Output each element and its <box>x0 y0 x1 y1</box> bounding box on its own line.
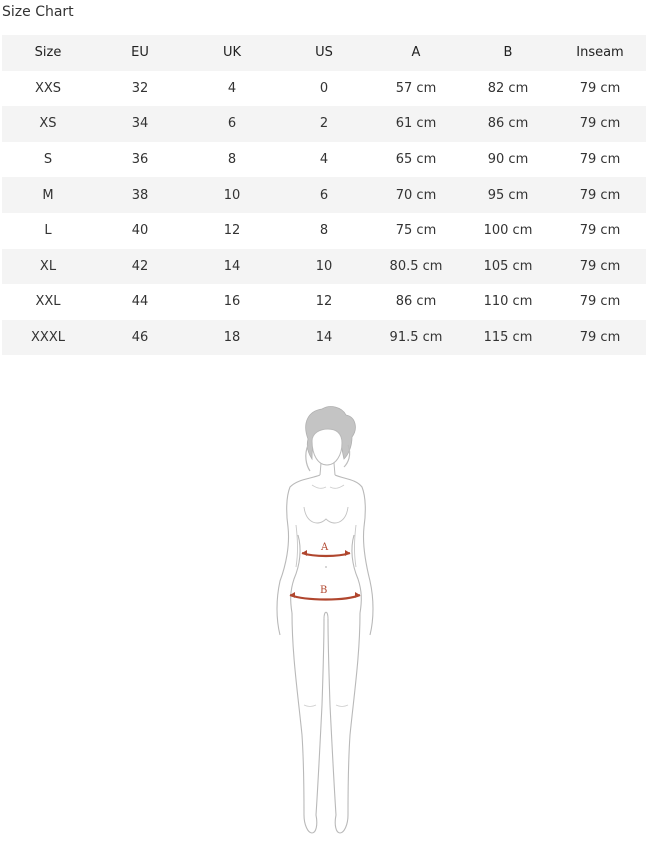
collarbone-lines <box>312 485 344 488</box>
cell-uk: 12 <box>223 223 241 239</box>
cell-eu: 40 <box>131 223 149 239</box>
cell-us: 10 <box>315 258 333 274</box>
cell-uk: 18 <box>223 330 241 346</box>
header-inseam: Inseam <box>576 45 624 61</box>
table-row <box>2 106 646 142</box>
cell-b: 95 cm <box>487 187 529 203</box>
cell-b: 115 cm <box>483 330 533 346</box>
cell-a: 75 cm <box>395 223 437 239</box>
table-row <box>2 71 646 107</box>
bust-lines <box>304 507 348 523</box>
cell-uk: 16 <box>223 294 241 310</box>
table-body <box>2 71 646 356</box>
cell-inseam: 79 cm <box>579 330 621 346</box>
measure-line-a <box>302 553 350 556</box>
cell-size: XL <box>39 258 57 274</box>
cell-us: 4 <box>319 152 329 168</box>
header-size: Size <box>34 45 62 61</box>
cell-eu: 34 <box>131 116 149 132</box>
cell-inseam: 79 cm <box>579 116 621 132</box>
cell-eu: 38 <box>131 187 149 203</box>
table-row <box>2 213 646 249</box>
header-uk: UK <box>222 45 242 61</box>
cell-inseam: 79 cm <box>579 187 621 203</box>
header-eu: EU <box>131 45 149 61</box>
cell-uk: 10 <box>223 187 241 203</box>
cell-inseam: 79 cm <box>579 223 621 239</box>
table-header-row <box>2 35 646 71</box>
cell-size: S <box>43 152 53 168</box>
cell-b: 105 cm <box>483 258 533 274</box>
measure-arrow-a-left <box>302 550 307 556</box>
page-title: Size Chart <box>2 4 74 20</box>
cell-uk: 6 <box>227 116 237 132</box>
cell-us: 12 <box>315 294 333 310</box>
cell-inseam: 79 cm <box>579 152 621 168</box>
inner-leg-line <box>324 612 328 619</box>
cell-us: 14 <box>315 330 333 346</box>
cell-size: XXL <box>35 294 61 310</box>
cell-size: XS <box>39 116 57 132</box>
measurement-figure <box>268 405 380 837</box>
cell-a: 86 cm <box>395 294 437 310</box>
face-outline <box>312 429 342 465</box>
cell-size: XXXL <box>31 330 65 346</box>
cell-uk: 14 <box>223 258 241 274</box>
measure-arrow-a-right <box>345 550 350 556</box>
header-b: B <box>503 45 513 61</box>
cell-uk: 4 <box>227 80 237 96</box>
cell-size: L <box>44 223 52 239</box>
cell-eu: 46 <box>131 330 149 346</box>
measure-label-a: A <box>321 542 329 553</box>
cell-a: 70 cm <box>395 187 437 203</box>
cell-eu: 36 <box>131 152 149 168</box>
cell-a: 61 cm <box>395 116 437 132</box>
measure-label-b: B <box>320 585 328 596</box>
table-row <box>2 177 646 213</box>
header-a: A <box>411 45 421 61</box>
cell-eu: 32 <box>131 80 149 96</box>
cell-b: 100 cm <box>483 223 533 239</box>
cell-us: 2 <box>319 116 329 132</box>
table-row <box>2 142 646 178</box>
cell-inseam: 79 cm <box>579 294 621 310</box>
table-row <box>2 320 646 356</box>
cell-inseam: 79 cm <box>579 80 621 96</box>
cell-a: 57 cm <box>395 80 437 96</box>
cell-b: 110 cm <box>483 294 533 310</box>
cell-a: 91.5 cm <box>389 330 443 346</box>
cell-b: 82 cm <box>487 80 529 96</box>
cell-uk: 8 <box>227 152 237 168</box>
cell-us: 8 <box>319 223 329 239</box>
cell-a: 80.5 cm <box>389 258 443 274</box>
table-row <box>2 249 646 285</box>
cell-b: 90 cm <box>487 152 529 168</box>
size-chart-table <box>2 35 646 355</box>
body-silhouette-illustration <box>268 405 380 837</box>
cell-size: XXS <box>34 80 62 96</box>
cell-eu: 42 <box>131 258 149 274</box>
cell-size: M <box>42 187 54 203</box>
cell-us: 6 <box>319 187 329 203</box>
cell-b: 86 cm <box>487 116 529 132</box>
table-row <box>2 284 646 320</box>
cell-us: 0 <box>319 80 329 96</box>
cell-inseam: 79 cm <box>579 258 621 274</box>
cell-a: 65 cm <box>395 152 437 168</box>
navel-dot <box>325 566 327 568</box>
knee-lines <box>304 705 348 707</box>
leg-outline <box>292 613 360 833</box>
cell-eu: 44 <box>131 294 149 310</box>
header-us: US <box>315 45 333 61</box>
